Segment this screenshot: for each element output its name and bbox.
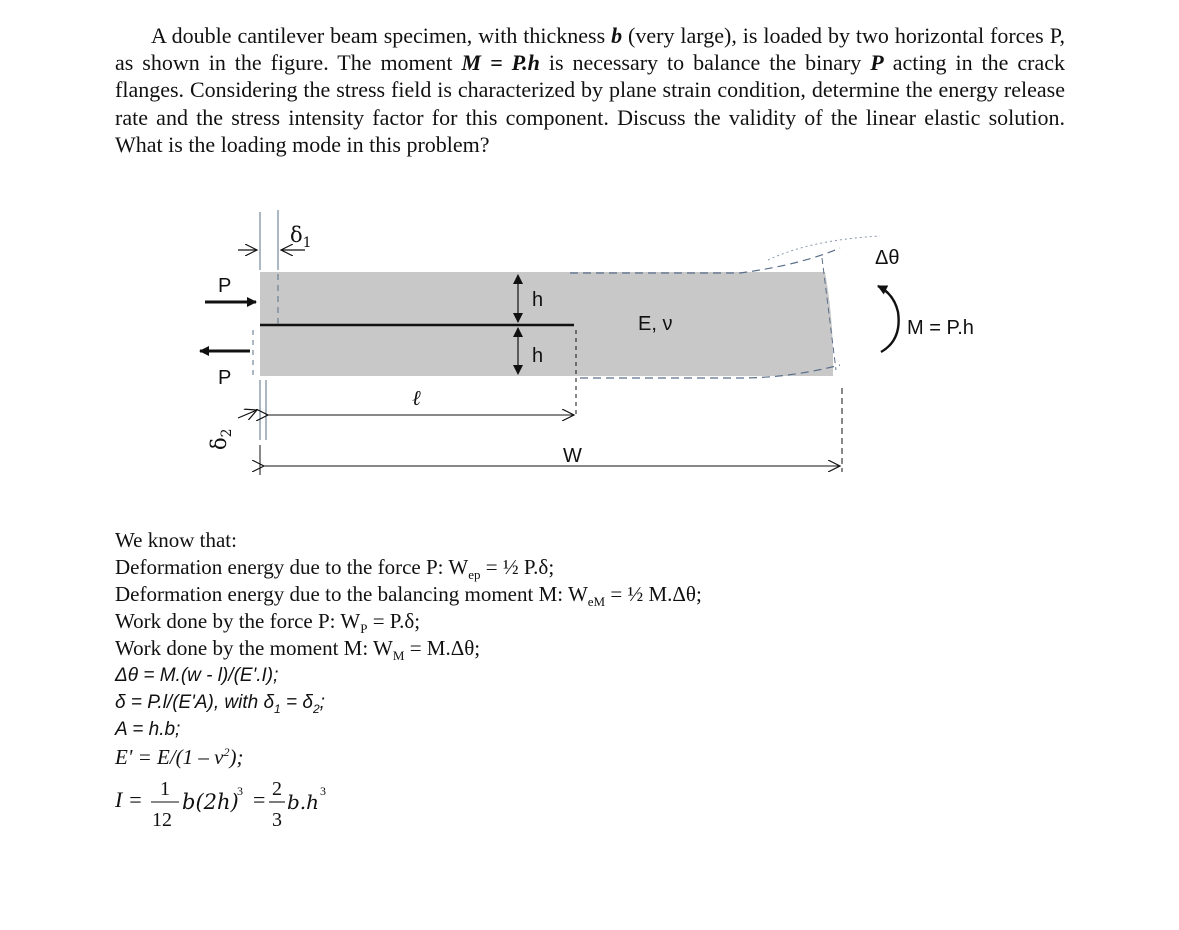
svg-text:b.h: b.h: [287, 790, 320, 814]
modulus-formula: $E' = E/(1 - \nu^2)$;: [115, 745, 244, 769]
h-bottom-label: h: [532, 345, 544, 367]
force-label-top: P: [218, 275, 232, 297]
problem-statement: A double cantilever beam specimen, with thickness b (very large), is loaded by two horizontal forces P, as shown in the figure. The moment M = P.h is necessary to balance the binary P acting in the crack flanges. Considering the stress field is characterized by plane strain condition, determine the energy release rate and the stress intensity factor for this component. Discuss the validity of the linear elastic solution. What is the loading mode in this problem?: [115, 23, 1066, 157]
area-formula: A = h.b;: [115, 719, 181, 740]
dcb-figure: [150, 200, 1030, 490]
deformed-top-line: [570, 248, 840, 273]
svg-text:2: 2: [272, 778, 282, 800]
material-label: E, ν: [638, 313, 673, 335]
rotation-formula: Δθ = M.(w - l)/(E'.I);: [115, 665, 279, 686]
work-force: Work done by the force P: $W_P = P.\delta$;: [115, 609, 421, 637]
work-moment: Work done by the moment M: $W_M = M.\Delta\theta$;: [115, 636, 481, 664]
moment-arrow-icon: [878, 286, 899, 352]
deformation-energy-moment: Deformation energy due to the balancing moment M: $W_{eM}$ = ½ M.Δθ;: [115, 582, 702, 610]
svg-text:3: 3: [320, 784, 326, 798]
inertia-formula: [115, 775, 375, 835]
deformation-energy-force: Deformation energy due to the force P: $W_{ep}$ = ½ P.δ;: [115, 555, 555, 583]
thickness-symbol: b: [611, 23, 623, 48]
width-label: W: [563, 445, 582, 467]
moment-label: M = P.h: [907, 317, 974, 339]
svg-text:12: 12: [152, 809, 172, 831]
delta2-arrow: [238, 410, 257, 418]
svg-text:=: =: [253, 787, 266, 812]
force-label-bottom: P: [218, 367, 232, 389]
notes-intro: We know that:: [115, 528, 237, 552]
moment-equation: M = P.h: [461, 50, 540, 76]
svg-text:1: 1: [160, 778, 170, 800]
crack-length-label: ℓ: [412, 386, 421, 410]
svg-text:3: 3: [272, 809, 282, 831]
force-symbol: P: [870, 50, 884, 76]
delta2-label: $\delta_2$: [207, 428, 235, 450]
h-top-label: h: [532, 289, 544, 311]
svg-text:b(2h): b(2h): [182, 790, 239, 814]
delta1-label: $\delta_1$: [290, 223, 312, 251]
displacement-formula: δ = P.l/(E'A), with $\delta_1 = \delta_2$;: [115, 692, 325, 716]
rotation-reference-line: [768, 236, 880, 260]
rotation-label: Δθ: [875, 247, 900, 269]
svg-text:I =: I =: [115, 787, 143, 812]
svg-text:3: 3: [237, 784, 243, 798]
